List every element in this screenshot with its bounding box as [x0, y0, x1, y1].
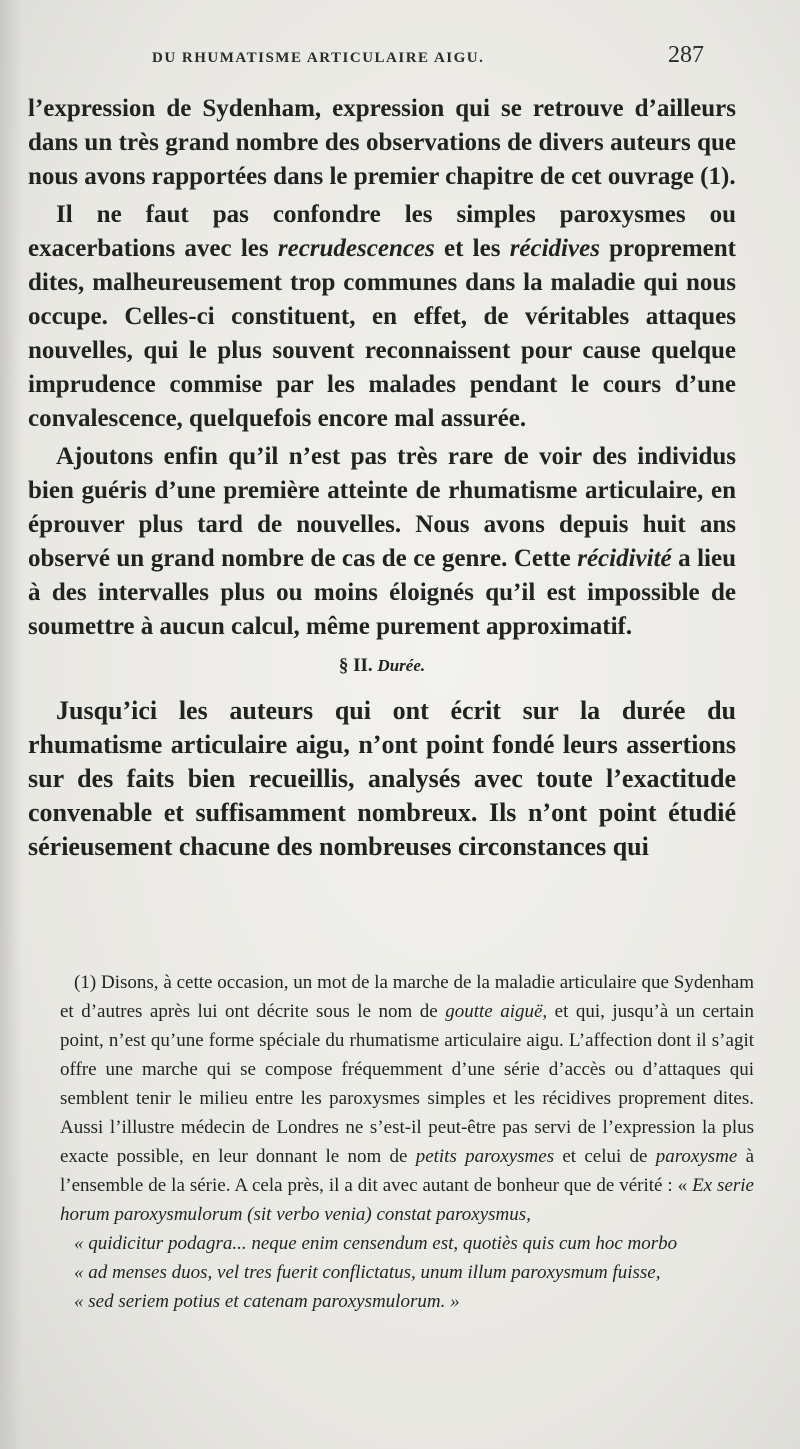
section-number: § II.: [338, 655, 373, 676]
footnote-text-b: , et qui, jusqu’à un certain point, n’est qu’une forme spéciale du rhumatisme articulaire aigu. L’affection dont il s’agit offre une marche qui se compose fréquemment d’une série d’accès ou d’attaques qui semblent tenir le milieu entre les paroxysmes simples et les récidives proprement dites. Aussi l’illustre médecin de Londres ne s’est-il peut-être pas servi de l’expression la plus exacte possible, en leur donnant le nom de: [60, 1001, 754, 1167]
latin-quote-line-4: « sed seriem potius et catenam paroxysmulorum. »: [74, 1291, 460, 1312]
page-header: [0, 42, 800, 82]
latin-quote-line-2: « quidicitur podagra... neque enim censendum est, quotiès quis cum hoc morbo: [74, 1233, 678, 1254]
term-goutte-aigue: goutte aiguë: [445, 1001, 543, 1022]
footnote-text-a: (1) Disons, à cette occasion, un mot de la marche de la maladie articulaire que Sydenham et d’autres après lui ont décrite sous le nom de: [60, 972, 754, 1022]
paragraph-2-text-c: proprement dites, malheureusement trop communes dans la maladie qui nous occupe. Celles-ci constituent, en effet, de véritables attaques nouvelles, qui le plus souvent reconnaissent pour cause quelque imprudence commise par les malades pendant le cours d’une convalescence, quelquefois encore mal assurée.: [28, 235, 737, 432]
term-petits-paroxysmes: petits paroxysmes: [415, 1146, 555, 1167]
paragraph-3: [28, 440, 736, 644]
footnote-text-c: et celui de: [554, 1146, 656, 1167]
paragraph-3-text-b: a lieu à des intervalles plus ou moins éloignés qu’il est impossible de soumettre à aucun calcul, même purement approximatif.: [28, 545, 736, 640]
page-number: 287: [668, 42, 704, 68]
latin-quote-line-3: « ad menses duos, vel tres fuerit conflictatus, unum illum paroxysmum fuisse,: [74, 1262, 661, 1283]
section-title: Durée.: [377, 656, 426, 675]
section-heading: [28, 648, 736, 684]
footnote: [60, 968, 754, 1316]
footnote-text-d: à l’ensemble de la série. A cela près, il a dit avec autant de bonheur que de vérité : «: [60, 1146, 754, 1196]
paragraph-2: [28, 198, 736, 436]
paragraph-4: Jusqu’ici les auteurs qui ont écrit sur la durée du rhumatisme articulaire aigu, n’ont point fondé leurs assertions sur des faits bien recueillis, analysés avec toute l’exactitude convenable et suffisamment nombreux. Ils n’ont point étudié sérieusement chacune des nombreuses circonstances qui: [28, 696, 736, 861]
paragraph-2-text-b: et les: [434, 235, 510, 262]
term-recidivite: récidivité: [577, 545, 672, 572]
term-paroxysme: paroxysme: [655, 1146, 738, 1167]
page-gutter-shadow: [0, 0, 22, 1449]
paragraph-1: l’expression de Sydenham, expression qui se retrouve d’ailleurs dans un très grand nombre des observations de divers auteurs que nous avons rapportées dans le premier chapitre de cet ouvrage (1).: [28, 95, 736, 190]
term-recrudescences: recrudescences: [277, 235, 435, 262]
latin-quote-line-1: Ex serie horum paroxysmulorum (sit verbo venia) constat paroxysmus,: [60, 1175, 754, 1225]
paragraph-3-text-a: Ajoutons enfin qu’il n’est pas très rare de voir des individus bien guéris d’une première atteinte de rhumatisme articulaire, en éprouver plus tard de nouvelles. Nous avons depuis huit ans observé un grand nombre de cas de ce genre. Cette: [28, 443, 736, 572]
term-recidives: récidives: [509, 235, 600, 262]
running-title: DU RHUMATISME ARTICULAIRE AIGU.: [152, 50, 485, 66]
paragraph-2-text-a: Il ne faut pas confondre les simples paroxysmes ou exacerbations avec les: [28, 201, 736, 262]
footnote-paragraph: [60, 968, 754, 1316]
main-text: [28, 92, 736, 868]
